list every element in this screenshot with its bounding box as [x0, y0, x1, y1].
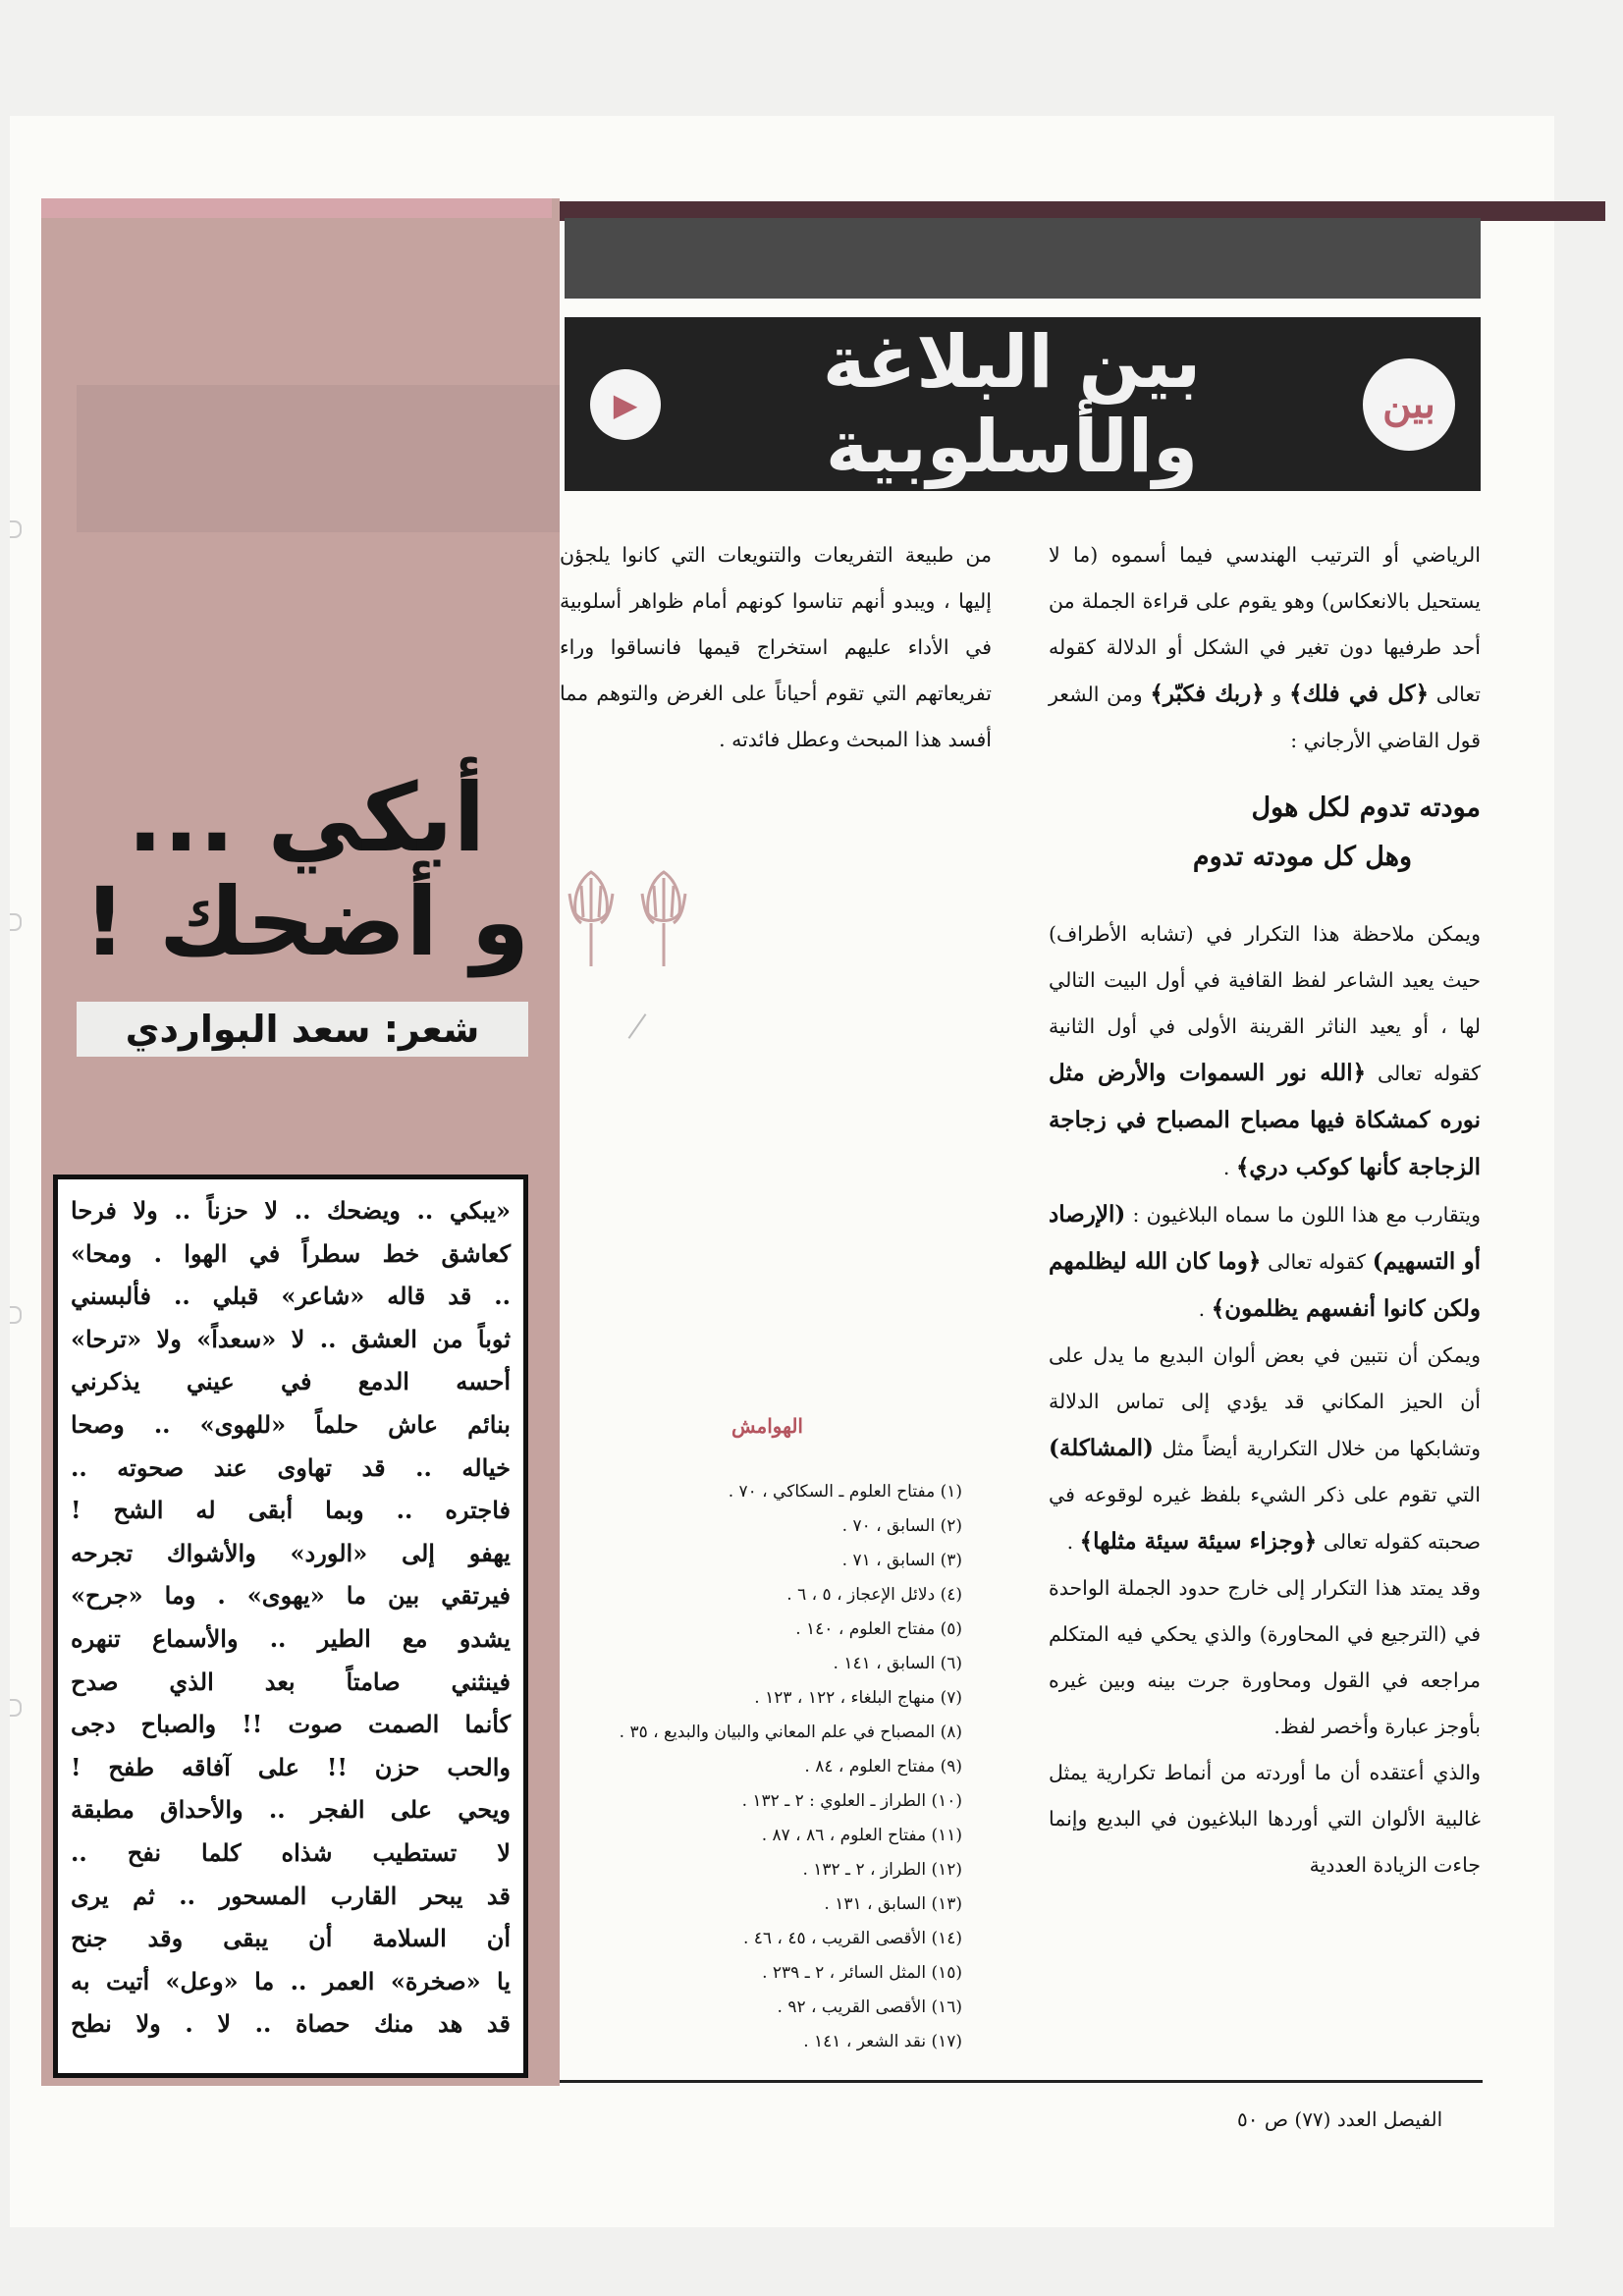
- poem-line: والحب حزن !! على آفاقه طفح !: [71, 1752, 511, 1781]
- article-column-middle: [560, 532, 992, 763]
- poem-line: كعاشق خط سطراً في الهوا . ومحا»: [71, 1238, 511, 1268]
- poem-title: [82, 763, 530, 977]
- panel-shadow-block: [77, 385, 560, 532]
- article-title: بين البلاغة والأسلوبية: [822, 319, 1202, 489]
- footnote-item: (١٦) الأقصى القريب ، ٩٢ .: [777, 1997, 962, 2017]
- poem-line: يشدو مع الطير .. والأسماع تنهره: [71, 1623, 511, 1653]
- paragraph: وقد يمتد هذا التكرار إلى خارج حدود الجملة الواحدة في (الترجيع في المحاورة) والذي يحكي فيه المتكلم مراجعه في القول ومحاورة جرت بينه وبين غيره بأوجز عبارة وأخصر لفظ.: [1049, 1576, 1481, 1738]
- footnote-item: (١٣) السابق ، ١٣١ .: [824, 1894, 962, 1914]
- poem-line: يهفو إلى «الورد» والأشواك تجرحه: [71, 1538, 511, 1567]
- poem-line: ويحي على الفجر .. والأحداق مطبقة: [71, 1795, 511, 1825]
- article-header: [565, 317, 1481, 491]
- poem-line: خياله .. قد تهاوى عند صحوته ..: [71, 1452, 511, 1482]
- footnote-item: (٨) المصباح في علم المعاني والبيان والبديع ، ٣٥ .: [619, 1722, 962, 1742]
- footnote-item: (١٤) الأقصى القريب ، ٤٥ ، ٤٦ .: [742, 1929, 962, 1948]
- arrow-icon: ▶: [590, 369, 661, 440]
- binder-hole: [10, 913, 22, 931]
- footnote-item: (١٠) الطراز ـ العلوي : ٢ ـ ١٣٢ .: [741, 1791, 962, 1811]
- lotus-icon: [560, 860, 622, 968]
- footnote-item: (٩) مفتاح العلوم ، ٨٤ .: [804, 1757, 962, 1777]
- footnote-item: (٢) السابق ، ٧٠ .: [841, 1516, 962, 1536]
- bottom-rule: [560, 2080, 1483, 2083]
- top-strip-pink: [41, 198, 552, 218]
- footnotes-list: [589, 1475, 962, 2059]
- footnote-item: (١٥) المثل السائر ، ٢ ـ ٢٣٩ .: [762, 1963, 962, 1983]
- footnote-item: (١١) مفتاح العلوم ، ٨٦ ، ٨٧ .: [761, 1826, 962, 1845]
- poem-line: لا تستطيب شذاه كلما نفح ..: [71, 1837, 511, 1867]
- poem-line: أن السلامة أن يبقى وقد جنح: [71, 1924, 511, 1953]
- binder-hole: [10, 1306, 22, 1324]
- footnote-item: (٣) السابق ، ٧١ .: [841, 1551, 962, 1570]
- header-gray-bar: [565, 218, 1481, 299]
- paragraph: ويمكن أن نتبين في بعض ألوان البديع ما يدل على أن الحيز المكاني قد يؤدي إلى تماس الدلالة وتشابكها من خلال التكرارية أيضاً مثل (المشاكلة) التي تقوم على ذكر الشيء بلفظ غيره لوقوعه في صحبته كقوله تعالى ﴿وجزاء سيئة سيئة مثلها﴾ .: [1049, 1343, 1481, 1555]
- poem-title-line: أبكي ...: [127, 763, 486, 873]
- paragraph: والذي أعتقده أن ما أوردته من أنماط تكرارية يمثل غالبية الألوان التي أوردها البلاغيون في البديع وإنما جاءت الزيادة العددية: [1049, 1761, 1481, 1877]
- binder-hole: [10, 520, 22, 538]
- poem-line: فيرتقي بين ما «يهوى» . وما «جرح»: [71, 1581, 511, 1611]
- poem-line: أحسه الدمع في عيني يذكرني: [71, 1367, 511, 1396]
- poem-title-line: و أضحك !: [82, 867, 530, 977]
- lotus-icon: [560, 860, 695, 968]
- poem-line: ثوباً من العشق .. لا «سعداً» ولا «ترحا»: [71, 1324, 511, 1353]
- poem-line: «يبكي .. ويضحك .. لا حزناً .. ولا فرحا: [71, 1196, 511, 1225]
- page-folio: الفيصل العدد (٧٧) ص ٥٠: [1237, 2107, 1443, 2131]
- footnote-item: (٦) السابق ، ١٤١ .: [833, 1654, 962, 1673]
- footnote-item: (١٢) الطراز ، ٢ ـ ١٣٢ .: [802, 1860, 962, 1880]
- poem-line: فاجتره .. وبما أبقى له الشح !: [71, 1496, 511, 1525]
- footnote-item: (١٧) نقد الشعر ، ١٤١ .: [803, 2032, 962, 2051]
- poem-line: كأنما الصمت صوت !! والصباح دجى: [71, 1710, 511, 1739]
- footnote-item: (٥) مفتاح العلوم ، ١٤٠ .: [795, 1619, 962, 1639]
- poem-line: قد هد منك حصاة .. لا . ولا نطح: [71, 2009, 511, 2039]
- poem-author: شعر: سعد البواردي: [77, 1002, 528, 1057]
- paragraph: الرياضي أو الترتيب الهندسي فيما أسموه (ما لا يستحيل بالانعكاس) وهو يقوم على قراءة الجملة من أحد طرفيها دون تغير في الشكل أو الدلالة كقوله تعالى ﴿كل في فلك﴾ و ﴿ربك فكبّر﴾ ومن الشعر قول القاضي الأرجاني :: [1049, 543, 1481, 752]
- footnotes-heading: الهوامش: [731, 1414, 803, 1438]
- paragraph: من طبيعة التفريعات والتنويعات التي كانوا يلجؤن إليها ، ويبدو أنهم تناسوا كونهم أمام ظواهر أسلوبية في الأداء عليهم استخراج قيمها فانساقوا وراء تفريعاتهم التي تقوم أحياناً على الغرض والتوهم مما أفسد هذا المبحث وعطل فائدته .: [560, 543, 992, 751]
- header-bein-badge: بين: [1363, 358, 1455, 451]
- article-column-right: [1049, 532, 1481, 1888]
- footnote-item: (١) مفتاح العلوم ـ السكاكي ، ٧٠ .: [728, 1482, 962, 1502]
- binder-hole: [10, 1699, 22, 1717]
- footnote-item: (٤) دلائل الإعجاز ، ٥ ، ٦ .: [786, 1585, 962, 1605]
- paragraph: ويمكن ملاحظة هذا التكرار في (تشابه الأطراف) حيث يعيد الشاعر لفظ القافية في أول البيت التالي لها ، أو يعيد الناثر القرينة الأولى في أول الثانية كقوله تعالى ﴿الله نور السموات والأرض مثل نوره كمشكاة فيها مصباح المصباح في زجاجة الزجاجة كأنها كوكب دري﴾ .: [1049, 922, 1481, 1180]
- poem-line: قد يبحر القارب المسحور .. ثم يرى: [71, 1881, 511, 1910]
- verse-line: وهل كل مودته تدوم: [1192, 842, 1412, 872]
- verse-line: مودته تدوم لكل هول: [1251, 793, 1481, 823]
- paragraph: ويتقارب مع هذا اللون ما سماه البلاغيون : (الإرصاد أو التسهيم) كقوله تعالى ﴿وما كان الله ليظلمهم ولكن كانوا أنفسهم يظلمون﴾ .: [1049, 1201, 1481, 1322]
- poem-text-box: [53, 1175, 528, 2078]
- lotus-icon: [632, 860, 695, 968]
- poem-line: .. قد قاله «شاعر» قبلي .. فألبسني: [71, 1282, 511, 1311]
- footnote-item: (٧) منهاج البلغاء ، ١٢٢ ، ١٢٣ .: [754, 1688, 962, 1708]
- poem-line: بنائم عاش حلماً «للهوى» .. وصحا: [71, 1409, 511, 1439]
- poem-line: يا «صخرة» العمر .. ما «وعل» أتيت به: [71, 1966, 511, 1995]
- verse-quote: [1049, 784, 1481, 882]
- poem-line: فينثني صامتاً بعد الذي صدح: [71, 1667, 511, 1696]
